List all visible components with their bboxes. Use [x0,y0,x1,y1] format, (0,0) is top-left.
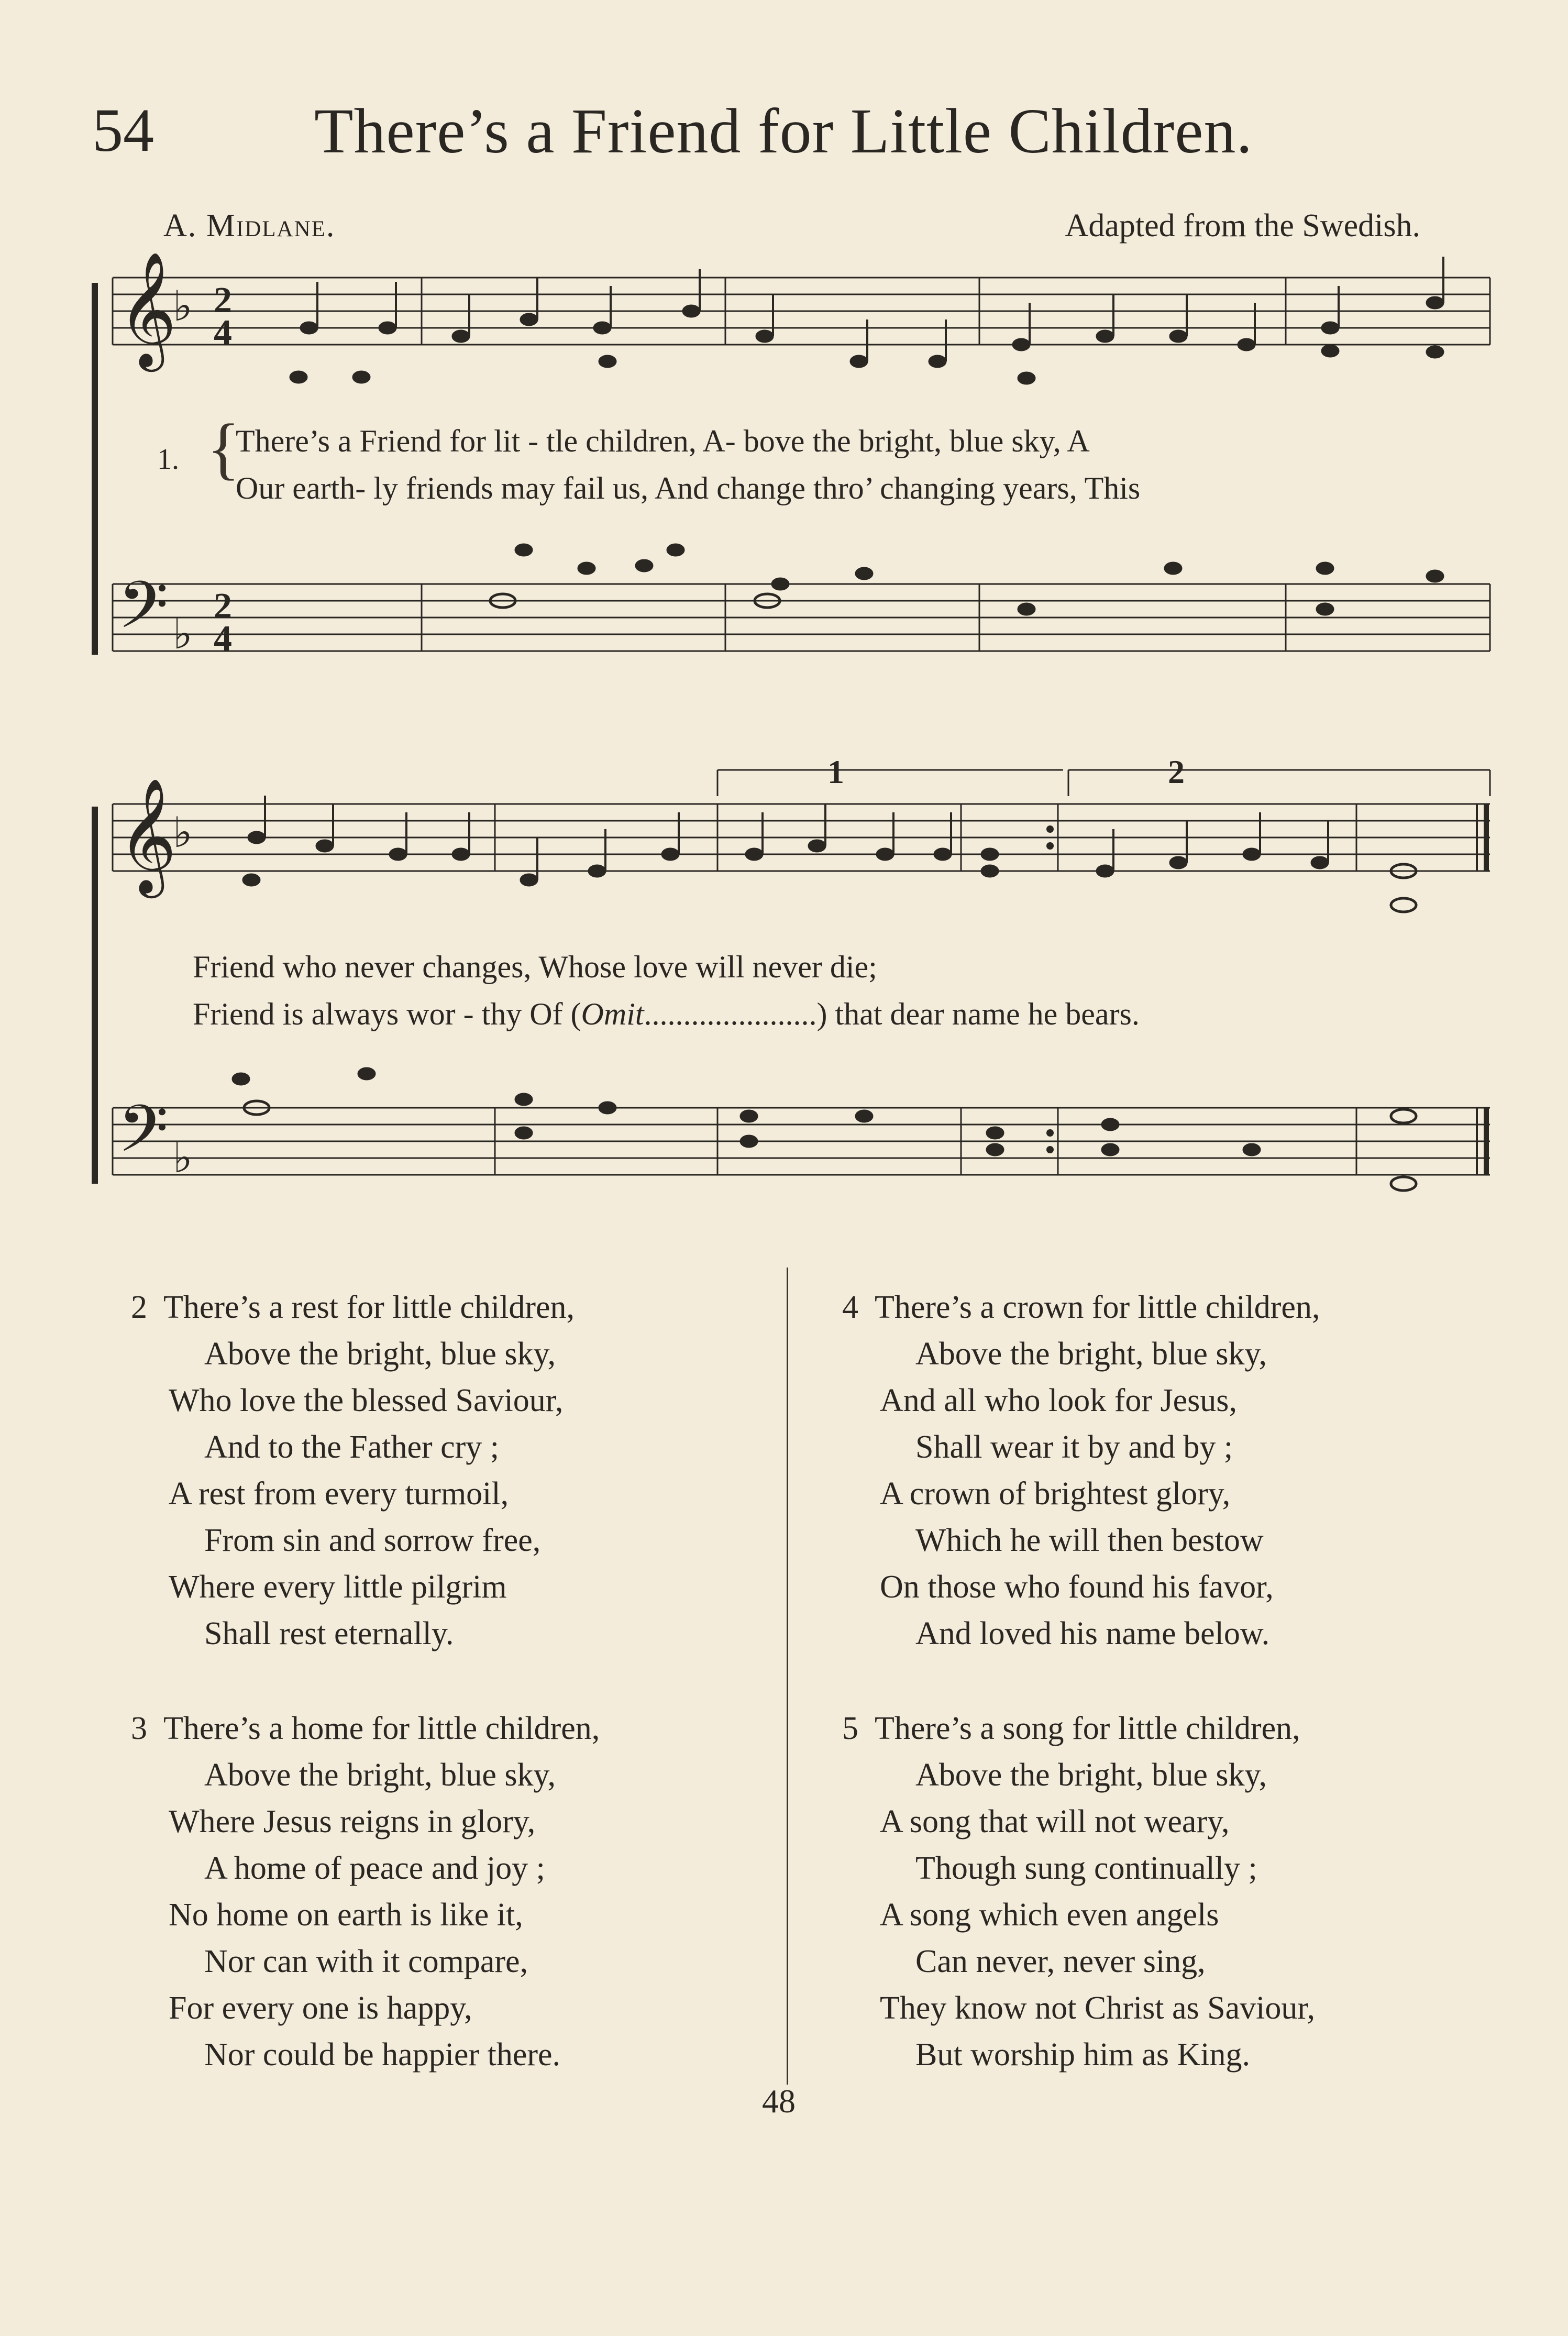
bass-clef-icon: 𝄢 [118,568,169,659]
stanza-line: A song that will not weary, [880,1804,1230,1839]
omit-mark: Omit [581,997,644,1031]
verse1-lyric-line1b: Our earth- ly friends may fail us, And change thro’ changing years, This [236,471,1141,505]
stanza-line: Above the bright, blue sky, [204,1757,556,1793]
stanza-number: 4 [842,1290,858,1325]
time-signature-top: 2 [214,280,232,321]
column-divider [787,1268,788,2085]
stanza-line: Shall rest eternally. [204,1616,454,1651]
stanza-2 [131,1284,575,1657]
author-credit: A. Midlane. [163,208,336,244]
time-signature-bottom: 4 [214,619,232,659]
verse1-lyric-line2a: Friend who never changes, Whose love will never die; [193,950,877,984]
stanza-line: Where Jesus reigns in glory, [169,1804,536,1839]
lyric-text: ) that dear name he bears. [816,997,1140,1031]
lyric-text: Friend is always wor - thy Of ( [193,997,581,1031]
stanza-line: Above the bright, blue sky, [204,1336,556,1372]
stanza-line: Nor could be happier there. [204,2037,561,2073]
time-signature-top: 2 [214,586,232,626]
stanza-line: A rest from every turmoil, [169,1476,509,1512]
lyric-brace-icon: { [207,410,240,487]
hymn-title: There’s a Friend for Little Children. [314,96,1253,167]
stanza-line: On those who found his favor, [880,1569,1274,1605]
stanza-line: A home of peace and joy ; [204,1850,545,1886]
stanza-line: Though sung continually ; [915,1850,1257,1886]
source-credit: Adapted from the Swedish. [1065,208,1420,244]
verse1-lyric-line2b [193,996,1140,1032]
stanza-line: For every one is happy, [169,1990,472,2026]
stanza-3 [131,1705,600,2078]
stanza-number: 3 [131,1711,147,1746]
stanza-line: Can never, never sing, [915,1944,1206,1979]
verse1-lyric-line1a: There’s a Friend for lit - tle children, A- bove the bright, blue sky, A [236,424,1090,458]
treble-staff-1 [113,278,1490,345]
stanza-line: A crown of brightest glory, [880,1476,1231,1512]
stanza-line: From sin and sorrow free, [204,1523,541,1558]
verse-number: 1. [157,443,179,476]
key-signature-flat-icon: ♭ [173,1133,193,1182]
stanza-line: And to the Father cry ; [204,1429,500,1465]
time-signature-bottom: 4 [214,313,232,353]
stanza-line: A song which even angels [880,1897,1219,1933]
key-signature-flat-icon: ♭ [173,282,193,330]
stanza-5 [842,1705,1315,2078]
stanza-line: Nor can with it compare, [204,1944,528,1979]
first-ending-label: 1 [827,753,844,790]
key-signature-flat-icon: ♭ [173,808,193,857]
stanza-line: They know not Christ as Saviour, [880,1990,1316,2026]
bass-staff-1 [113,584,1490,651]
omit-dots: ...................... [644,997,817,1031]
stanza-line: But worship him as King. [915,2037,1250,2073]
key-signature-flat-icon: ♭ [173,610,193,658]
treble-clef-icon: 𝄞 [118,777,177,893]
stanza-line: And all who look for Jesus, [880,1383,1237,1418]
stanza-line: Above the bright, blue sky, [915,1336,1267,1372]
stanza-4 [842,1284,1320,1657]
system-1-brace-bar [92,283,98,655]
repeat-dots [1046,825,1054,1153]
bass-clef-icon: 𝄢 [118,1092,169,1183]
page-number: 48 [762,2082,796,2120]
stanza-line: 2 There’s a rest for little children, [131,1284,575,1331]
stanza-line: Which he will then bestow [915,1523,1264,1558]
second-ending-label: 2 [1168,753,1185,790]
stanza-line: 5 There’s a song for little children, [842,1705,1315,1752]
hymn-number: 54 [92,96,154,164]
stanza-line: Shall wear it by and by ; [915,1429,1233,1465]
stanza-line: Where every little pilgrim [169,1569,507,1605]
stanza-line: No home on earth is like it, [169,1897,523,1933]
stanza-line: Above the bright, blue sky, [915,1757,1267,1793]
treble-staff-2 [113,804,1490,871]
system-2-brace-bar [92,807,98,1184]
stanza-line: Who love the blessed Saviour, [169,1383,564,1418]
stanza-number: 5 [842,1711,858,1746]
bass-staff-2 [113,1108,1490,1175]
stanza-number: 2 [131,1290,147,1325]
stanza-line: And loved his name below. [915,1616,1270,1651]
treble-clef-icon: 𝄞 [118,251,177,367]
stanza-line: 4 There’s a crown for little children, [842,1284,1320,1331]
stanza-line: 3 There’s a home for little children, [131,1705,600,1752]
